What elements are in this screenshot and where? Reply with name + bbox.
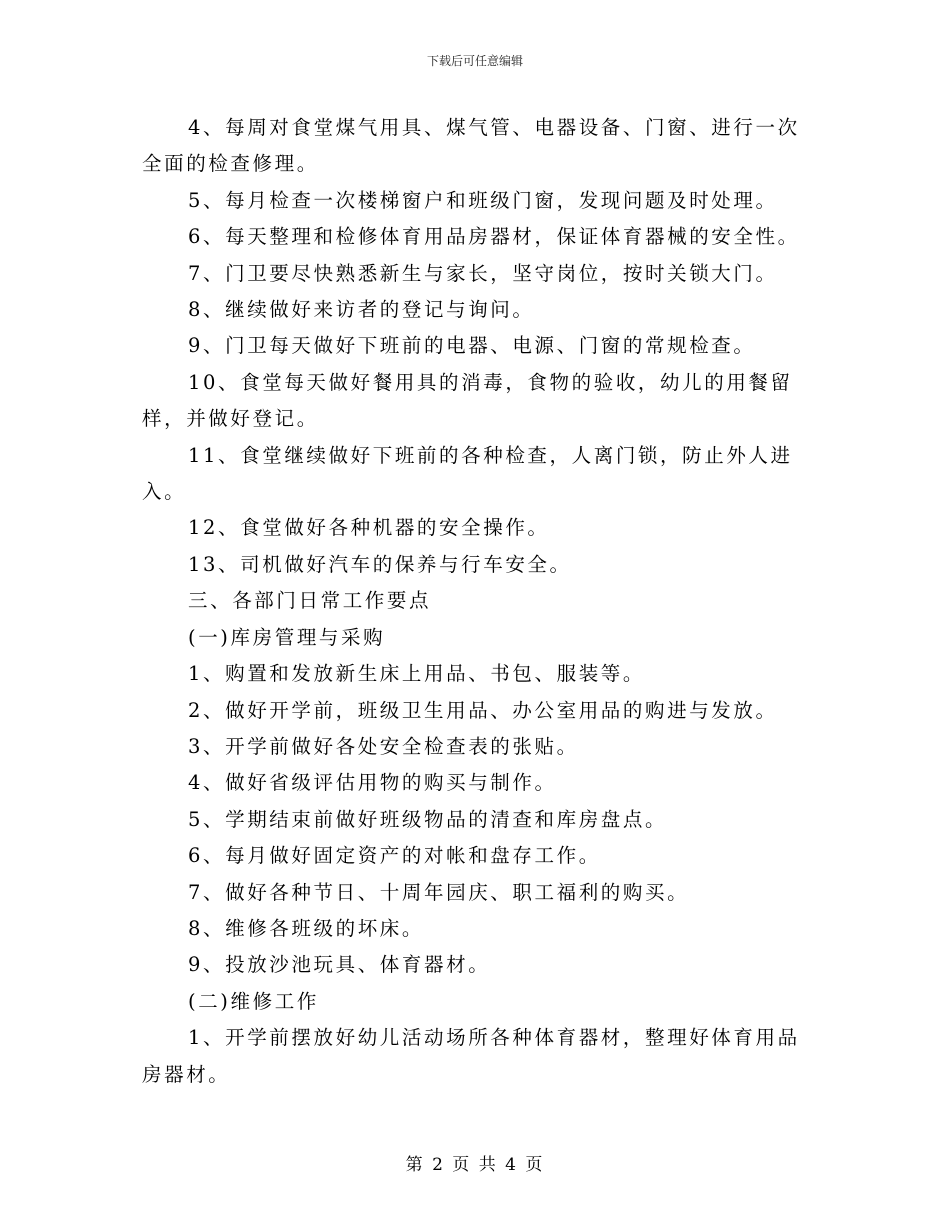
paragraph: 1、购置和发放新生床上用品、书包、服装等。 xyxy=(188,662,646,686)
paragraph: 2、做好开学前，班级卫生用品、办公室用品的购进与发放。 xyxy=(188,698,778,722)
subsection-heading: (一)库房管理与采购 xyxy=(188,625,386,649)
paragraph: 4、做好省级评估用物的购买与制作。 xyxy=(188,771,557,795)
paragraph: 3、开学前做好各处安全检查表的张贴。 xyxy=(188,734,579,758)
paragraph: 8、维修各班级的坏床。 xyxy=(188,916,425,940)
section-heading: 三、各部门日常工作要点 xyxy=(188,589,432,613)
paragraph: 7、做好各种节日、十周年园庆、职工福利的购买。 xyxy=(188,880,690,904)
paragraph: 6、每月做好固定资产的对帐和盘存工作。 xyxy=(188,844,601,868)
page-number-footer: 第 2 页 共 4 页 xyxy=(405,1155,545,1175)
paragraph: 7、门卫要尽快熟悉新生与家长，坚守岗位，按时关锁大门。 xyxy=(188,261,778,285)
paragraph: 11、食堂继续做好下班前的各种检查，人离门锁，防止外人进入。 xyxy=(142,443,793,504)
paragraph: 9、投放沙池玩具、体育器材。 xyxy=(188,953,491,977)
paragraph: 4、每周对食堂煤气用具、煤气管、电器设备、门窗、进行一次全面的检查修理。 xyxy=(142,116,800,176)
paragraph: 13、司机做好汽车的保养与行车安全。 xyxy=(188,552,572,576)
paragraph: 5、学期结束前做好班级物品的清查和库房盘点。 xyxy=(188,807,668,831)
paragraph: 6、每天整理和检修体育用品房器材，保证体育器械的安全性。 xyxy=(188,225,800,249)
document-body xyxy=(142,110,810,1093)
subsection-heading: (二)维修工作 xyxy=(188,989,319,1013)
paragraph: 10、食堂每天做好餐用具的消毒，食物的验收，幼儿的用餐留样，并做好登记。 xyxy=(142,370,793,431)
paragraph: 12、食堂做好各种机器的安全操作。 xyxy=(188,516,550,540)
paragraph: 5、每月检查一次楼梯窗户和班级门窗，发现问题及时处理。 xyxy=(188,188,778,212)
paragraph: 9、门卫每天做好下班前的电器、电源、门窗的常规检查。 xyxy=(188,334,756,358)
paragraph: 1、开学前摆放好幼儿活动场所各种体育器材，整理好体育用品房器材。 xyxy=(142,1026,800,1086)
page-header-note: 下载后可任意编辑 xyxy=(426,54,523,68)
paragraph: 8、继续做好来访者的登记与询问。 xyxy=(188,298,535,322)
